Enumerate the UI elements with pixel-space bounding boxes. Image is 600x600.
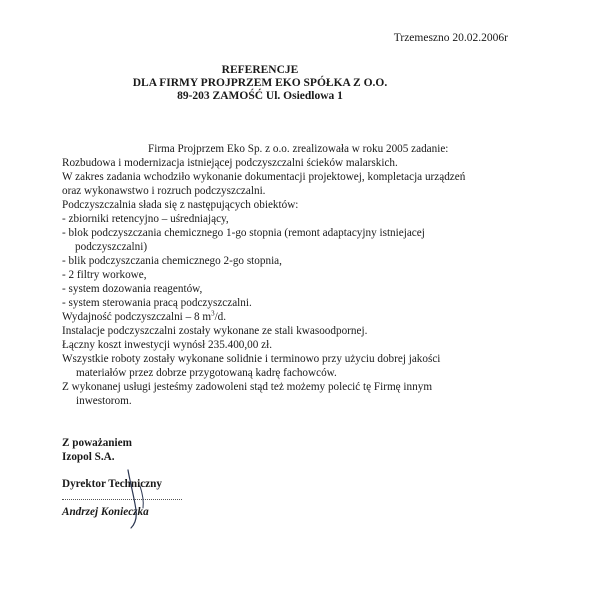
signature-stroke [128,470,136,528]
closing-block [62,436,132,464]
quality-line-2: materiałów przez dobrze przygotowaną kadrę fachowców. [76,367,337,379]
intro-line: Firma Projprzem Eko Sp. z o.o. zrealizowała w roku 2005 zadanie: [148,143,449,155]
signature-flourish [140,486,143,508]
letter-heading [0,64,520,103]
materials-line: Instalacje podczyszczalni zostały wykonane ze stali kwasoodpornej. [62,325,368,337]
closing-company: Izopol S.A. [62,451,115,463]
capacity-exponent: 3 [211,309,215,318]
scope-line-2: oraz wykonawstwo i rozruch podczyszczalni. [62,185,266,197]
capacity-suffix: /d. [214,311,227,323]
closing-regards: Z poważaniem [62,437,132,449]
heading-address: 89-203 ZAMOŚĆ Ul. Osiedlowa 1 [177,90,343,102]
recommend-line-1: Z wykonanej usługi jesteśmy zadowoleni stąd też możemy polecić tę Firmę innym [62,381,433,393]
list-item: - blik podczyszczania chemicznego 2-go stopnia, [62,255,282,267]
heading-title: REFERENCJE [221,64,299,76]
signatory-name: Andrzej Konieczka [62,506,149,518]
objects-intro: Podczyszczalnia słada się z następujących obiektów: [62,199,299,211]
scope-line-1: W zakres zadania wchodziło wykonanie dokumentacji projektowej, kompletacja urządzeń [62,171,466,183]
list-item: - zbiorniki retencyjno – uśredniający, [62,213,229,225]
handwritten-signature [100,462,160,532]
heading-company: DLA FIRMY PROJPRZEM EKO SPÓŁKA Z O.O. [132,77,388,89]
place-date: Trzemeszno 20.02.2006r [393,32,508,44]
letter-body [62,142,502,408]
task-line: Rozbudowa i modernizacja istniejącej podczyszczalni ścieków malarskich. [62,157,398,169]
recommend-line-2: inwestorom. [76,395,132,407]
list-item: - system sterowania pracą podczyszczalni. [62,297,252,309]
list-item: - system dozowania reagentów, [62,283,203,295]
cost-line: Łączny koszt inwestycji wynósł 235.400,00 zł. [62,339,273,351]
capacity-line [62,310,502,324]
list-item: - blok podczyszczania chemicznego 1-go stopnia (remont adaptacyjny istniejacej [62,227,425,239]
signatory-title: Dyrektor Techniczny [62,478,162,490]
list-item: - 2 filtry workowe, [62,269,147,281]
list-item-continuation: podczyszczalni) [75,241,148,253]
quality-line-1: Wszystkie roboty zostały wykonane solidnie i terminowo przy użyciu dobrej jakości [62,353,441,365]
capacity-prefix: Wydajność podczyszczalni – 8 m [62,311,212,323]
